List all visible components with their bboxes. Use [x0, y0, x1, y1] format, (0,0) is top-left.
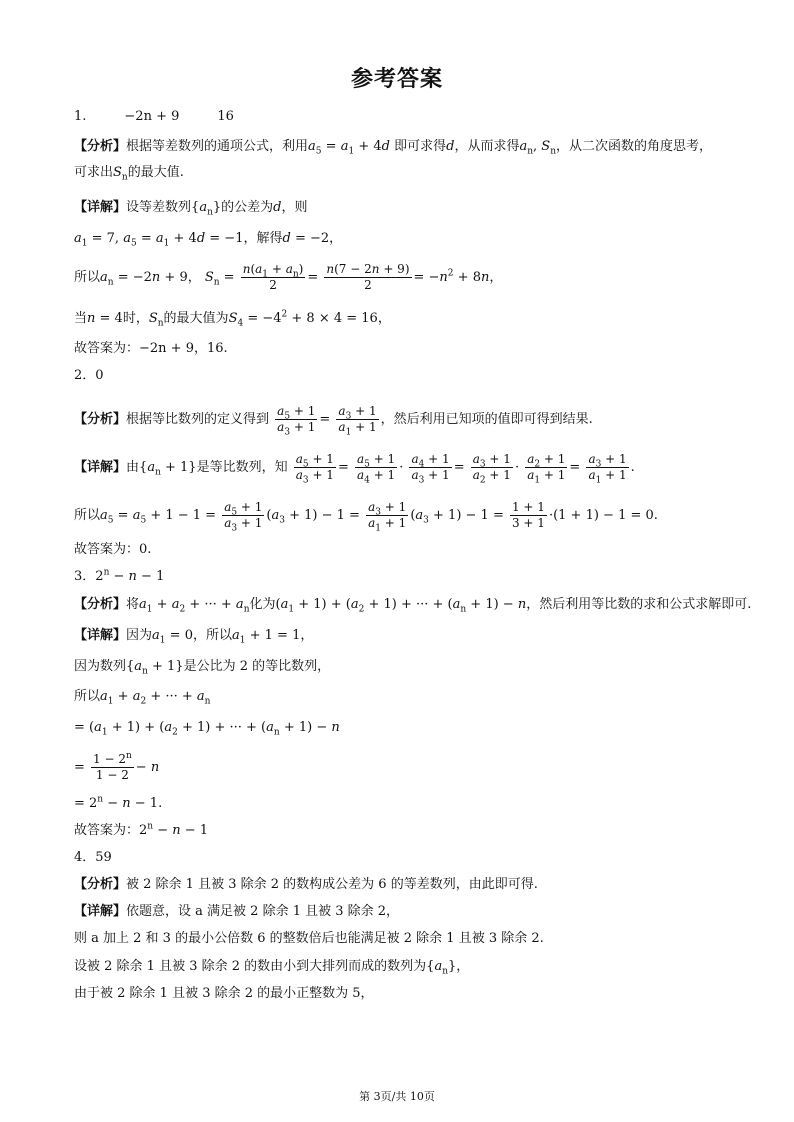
q4-detail-line3: 设被 2 除余 1 且被 3 除余 2 的数由小到大排列而成的数列为$\{a_n\}$，: [74, 959, 470, 977]
q4-detail-line4: 由于被 2 除余 1 且被 3 除余 2 的最小正整数为 5，: [74, 986, 374, 1001]
q4-detail: 【详解】依题意，设 a 满足被 2 除余 1 且被 3 除余 2，: [74, 904, 400, 919]
q3-detail-line2: 因为数列$\{a_n + 1\}$是公比为 2 的等比数列，: [74, 659, 331, 677]
q3-detail-line5: = $\frac{1 - 2^n}{1 - 2}$ − n: [74, 751, 160, 782]
q3-analysis: 【分析】将$a_1 + a_2$ + ··· + $a_n$化为$(a_1 + 1) + (a_2 + 1)$ + ··· + $(a_n + 1) - n$，然后利用等比数的求和公式求解即可.: [74, 597, 752, 615]
q1-answer-line: 1. −2n + 9 16: [74, 109, 234, 124]
q1-detail-step3: 当n = 4时，$S_n$的最大值为$S_4 = -4^2 + 8 \times 4 = 16$，: [74, 309, 391, 329]
q4-answer-line: 4．59: [74, 850, 112, 865]
q1-detail-step2: 所以$a_n = -2n + 9$， $S_n$ = $\frac{n(a_1 + a_n)}{2}$ = $\frac{n(7 - 2n + 9)}{2}$ = $-n^2 + 8n$，: [74, 262, 503, 292]
q3-detail-line6: = $2^n - n - 1$.: [74, 794, 163, 811]
q1-analysis-cont: 可求出$S_n$的最大值.: [74, 165, 184, 183]
q1-detail-step1: $a_1 = 7$, $a_5 = a_1 + 4d = -1$，解得d = −2，: [74, 231, 343, 249]
q3-answer-line: 3．$2^n - n - 1$: [74, 567, 165, 584]
q4-analysis: 【分析】被 2 除余 1 且被 3 除余 2 的数构成公差为 6 的等差数列，由此即可得.: [74, 877, 538, 892]
page-title: 参考答案: [350, 67, 443, 92]
q2-detail: 【详解】由$\{a_n + 1\}$是等比数列，知 $\frac{a_5 + 1}{a_3 + 1}$ = $\frac{a_5 + 1}{a_4 + 1}$ · $\frac{a_4 + 1}{a_3 + 1}$ = $\frac{a_3 + 1}{a_2 + 1}$ · $\frac{a_2 + 1}{a_1 + 1}$ = $\frac{a_3 + 1}{a_1 + 1}$ .: [74, 452, 635, 486]
q2-final: 故答案为：0.: [74, 542, 152, 557]
q3-detail: 【详解】因为$a_1 = 0$，所以$a_1 + 1 = 1$，: [74, 628, 314, 646]
q3-final: 故答案为：$2^n - n - 1$: [74, 821, 209, 838]
q1-final: 故答案为：−2n + 9，16.: [74, 341, 228, 356]
q3-detail-line3: 所以$a_1 + a_2$ + ··· + $a_n$: [74, 689, 211, 707]
q2-answer-line: 2．0: [74, 368, 104, 383]
q2-detail-step: 所以$a_5 = a_5 + 1 - 1$ = $\frac{a_5 + 1}{a_3 + 1}$ $(a_3 + 1) - 1$ = $\frac{a_3 + 1}{a_1 + 1}$ $(a_3 + 1) - 1$ = $\frac{1 + 1}{3 + 1}$ ·(1 + 1) − 1 = 0.: [74, 500, 658, 534]
q1-detail: 【详解】设等差数列$\{a_n\}$的公差为d，则: [74, 200, 308, 218]
q1-analysis: 【分析】根据等差数列的通项公式，利用$a_5 = a_1 + 4d$ 即可求得d，从而求得$a_n$, $S_n$，从二次函数的角度思考，: [74, 139, 713, 157]
page-footer: 第 3页/共 10页: [359, 1090, 435, 1103]
q4-detail-line2: 则 a 加上 2 和 3 的最小公倍数 6 的整数倍后也能满足被 2 除余 1 且被 3 除余 2.: [74, 931, 544, 946]
q2-analysis: 【分析】根据等比数列的定义得到 $\frac{a_5 + 1}{a_3 + 1}$ = $\frac{a_3 + 1}{a_1 + 1}$ ，然后利用已知项的值即可得到结果.: [74, 404, 593, 438]
q3-detail-line4: = $(a_1 + 1) + (a_2 + 1)$ + ··· + $(a_n + 1) - n$: [74, 720, 340, 738]
